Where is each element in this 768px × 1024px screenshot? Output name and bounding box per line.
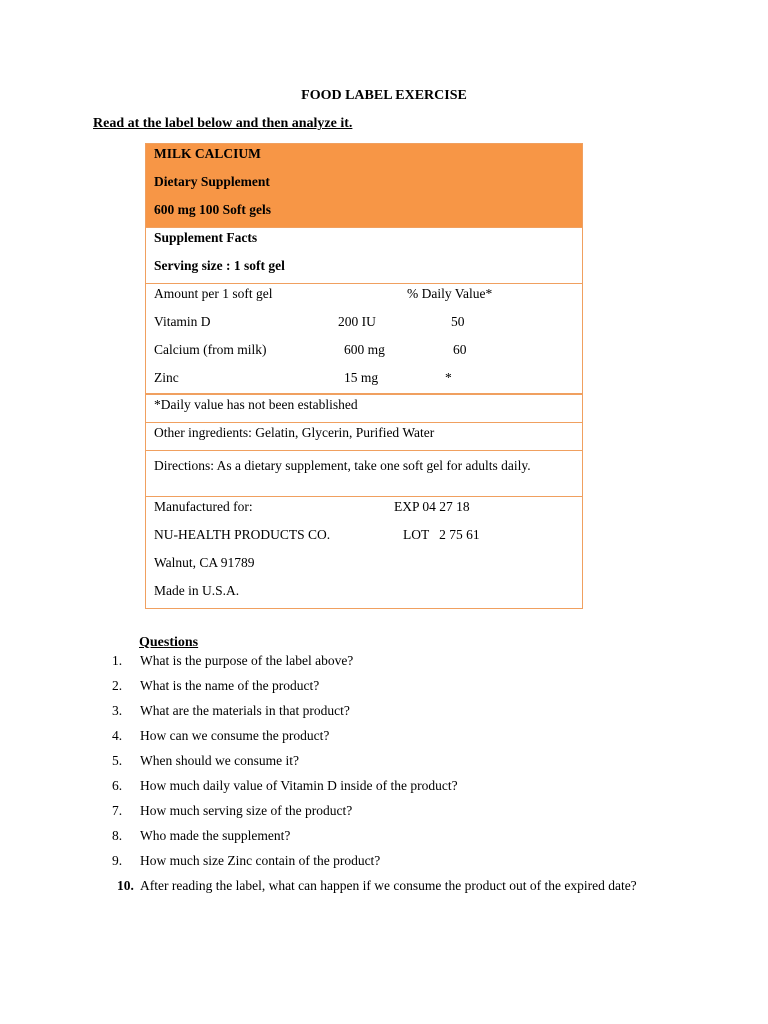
serving-size: Serving size : 1 soft gel (154, 258, 285, 273)
amount-header-row (154, 284, 574, 312)
question-number: 2. (112, 678, 123, 693)
daily-value-note: *Daily value has not been established (154, 397, 358, 412)
city: Walnut, CA 91789 (154, 555, 255, 570)
directions-section (146, 451, 582, 497)
nutrient-name: Calcium (from milk) (154, 342, 267, 357)
amounts-section (146, 284, 582, 395)
question-text: What is the purpose of the label above? (140, 653, 354, 668)
question-text: What are the materials in that product? (140, 703, 350, 718)
question-number: 3. (112, 703, 123, 718)
supplement-label (145, 143, 583, 609)
page-title: FOOD LABEL EXERCISE (301, 88, 467, 103)
question-number: 7. (112, 803, 123, 818)
manufactured-for: Manufactured for: (154, 499, 253, 514)
exp-date: EXP 04 27 18 (394, 499, 470, 514)
list-item (112, 826, 672, 851)
nutrient-row (154, 312, 574, 340)
nutrient-row (154, 368, 574, 396)
product-size: 600 mg 100 Soft gels (154, 202, 271, 217)
question-text: After reading the label, what can happen if we consume the product out of the expired date? (140, 878, 637, 893)
nutrient-dv: 50 (451, 314, 465, 329)
company-row (154, 525, 574, 553)
nutrient-amount: 600 mg (344, 342, 385, 357)
instruction: Read at the label below and then analyze it. (93, 116, 353, 131)
question-text: How can we consume the product? (140, 728, 330, 743)
list-item (112, 751, 672, 776)
question-number: 1. (112, 653, 123, 668)
lot-number: LOT 2 75 61 (403, 527, 480, 542)
question-text: When should we consume it? (140, 753, 299, 768)
questions-title: Questions (139, 635, 199, 650)
other-ingredients: Other ingredients: Gelatin, Glycerin, Purified Water (154, 425, 435, 440)
list-item (112, 801, 672, 826)
nutrient-dv: 60 (453, 342, 467, 357)
ingredients-section (146, 423, 582, 451)
question-number: 9. (112, 853, 123, 868)
question-text: Who made the supplement? (140, 828, 291, 843)
company-name: NU-HEALTH PRODUCTS CO. (154, 527, 331, 542)
question-text: How much size Zinc contain of the product? (140, 853, 381, 868)
dv-header: % Daily Value* (407, 286, 493, 301)
nutrient-amount: 15 mg (344, 370, 379, 385)
question-number: 8. (112, 828, 123, 843)
list-item (112, 876, 672, 928)
label-header (146, 144, 582, 228)
list-item (112, 651, 672, 676)
amount-header: Amount per 1 soft gel (154, 286, 273, 301)
nutrient-amount: 200 IU (338, 314, 376, 329)
nutrient-name: Zinc (154, 370, 179, 385)
manufacturer-section (146, 497, 582, 608)
questions-list (112, 651, 672, 928)
made-in: Made in U.S.A. (154, 583, 240, 598)
nutrient-row (154, 340, 574, 368)
facts-title: Supplement Facts (154, 230, 258, 245)
product-name: MILK CALCIUM (154, 146, 261, 161)
directions-text: Directions: As a dietary supplement, take one soft gel for adults daily. (154, 458, 531, 473)
facts-section (146, 228, 582, 284)
product-type: Dietary Supplement (154, 174, 270, 189)
list-item (112, 701, 672, 726)
question-number: 4. (112, 728, 123, 743)
manufactured-row (154, 497, 574, 525)
question-text: How much serving size of the product? (140, 803, 353, 818)
nutrient-dv: * (445, 370, 452, 385)
question-number: 6. (112, 778, 123, 793)
question-text: How much daily value of Vitamin D inside of the product? (140, 778, 458, 793)
question-text: What is the name of the product? (140, 678, 320, 693)
question-number: 5. (112, 753, 123, 768)
nutrient-name: Vitamin D (154, 314, 211, 329)
question-number: 10. (117, 878, 134, 893)
list-item (112, 726, 672, 751)
list-item (112, 776, 672, 801)
list-item (112, 676, 672, 701)
note-section (146, 395, 582, 423)
